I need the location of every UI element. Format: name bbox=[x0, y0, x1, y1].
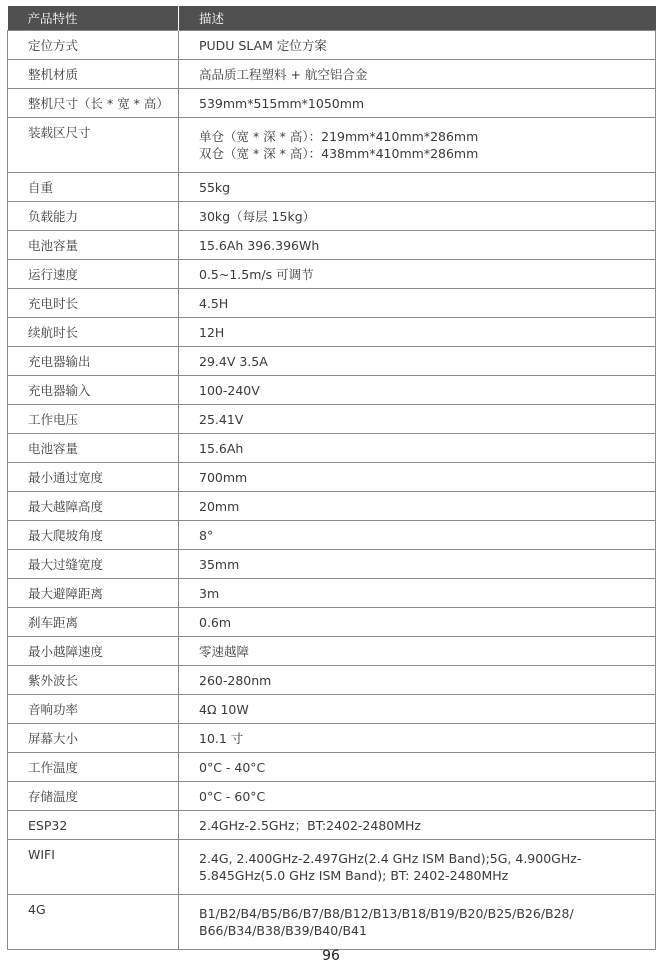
description-cell bbox=[179, 637, 656, 666]
description-line: 3m bbox=[199, 585, 220, 601]
feature-cell: ESP32 bbox=[8, 811, 179, 840]
description-cell bbox=[179, 31, 656, 60]
table-row bbox=[8, 666, 656, 695]
table-row bbox=[8, 89, 656, 118]
feature-cell: 整机材质 bbox=[8, 60, 179, 89]
description-line: 0°C - 40°C bbox=[199, 759, 266, 775]
feature-cell: 装载区尺寸 bbox=[8, 118, 179, 173]
description-cell bbox=[179, 666, 656, 695]
header-description: 描述 bbox=[179, 6, 656, 31]
feature-cell: WIFI bbox=[8, 840, 179, 895]
feature-cell: 电池容量 bbox=[8, 231, 179, 260]
description-cell bbox=[179, 724, 656, 753]
feature-cell: 续航时长 bbox=[8, 318, 179, 347]
description-cell bbox=[179, 463, 656, 492]
description-cell bbox=[179, 782, 656, 811]
feature-cell: 最大过缝宽度 bbox=[8, 550, 179, 579]
description-cell bbox=[179, 318, 656, 347]
description-line: 0°C - 60°C bbox=[199, 788, 266, 804]
description-cell bbox=[179, 118, 656, 173]
description-cell bbox=[179, 434, 656, 463]
feature-cell: 充电器输入 bbox=[8, 376, 179, 405]
feature-cell: 音响功率 bbox=[8, 695, 179, 724]
description-line: 0.6m bbox=[199, 614, 232, 630]
table-row bbox=[8, 434, 656, 463]
description-cell bbox=[179, 202, 656, 231]
feature-cell: 最大越障高度 bbox=[8, 492, 179, 521]
feature-cell: 刹车距离 bbox=[8, 608, 179, 637]
table-row bbox=[8, 405, 656, 434]
description-line: 260-280nm bbox=[199, 672, 272, 688]
feature-cell: 最大避障距离 bbox=[8, 579, 179, 608]
table-row bbox=[8, 695, 656, 724]
feature-cell: 定位方式 bbox=[8, 31, 179, 60]
feature-cell: 负载能力 bbox=[8, 202, 179, 231]
description-line: 高品质工程塑料 + 航空铝合金 bbox=[199, 66, 368, 82]
description-cell bbox=[179, 347, 656, 376]
table-row bbox=[8, 318, 656, 347]
description-line: 零速越障 bbox=[199, 643, 250, 659]
feature-cell: 工作电压 bbox=[8, 405, 179, 434]
description-cell bbox=[179, 608, 656, 637]
feature-cell: 最大爬坡角度 bbox=[8, 521, 179, 550]
description-cell bbox=[179, 376, 656, 405]
table-row bbox=[8, 202, 656, 231]
table-row bbox=[8, 782, 656, 811]
description-line: 2.4G, 2.400GHz-2.497GHz(2.4 GHz ISM Band);5G, 4.900GHz- bbox=[199, 851, 582, 866]
description-line: 30kg（每层 15kg） bbox=[199, 208, 316, 224]
description-line: 0.5~1.5m/s 可调节 bbox=[199, 266, 314, 282]
description-line: 29.4V 3.5A bbox=[199, 353, 268, 369]
description-cell bbox=[179, 753, 656, 782]
spec-table bbox=[7, 6, 656, 950]
description-line: 8° bbox=[199, 527, 214, 543]
table-row bbox=[8, 231, 656, 260]
table-row bbox=[8, 60, 656, 89]
description-line: 4.5H bbox=[199, 295, 229, 311]
table-row bbox=[8, 811, 656, 840]
feature-cell: 紫外波长 bbox=[8, 666, 179, 695]
feature-cell: 充电时长 bbox=[8, 289, 179, 318]
table-row bbox=[8, 724, 656, 753]
table-row bbox=[8, 521, 656, 550]
description-line: 55kg bbox=[199, 179, 231, 195]
description-cell bbox=[179, 579, 656, 608]
description-line: 5.845GHz(5.0 GHz ISM Band); BT: 2402-2480MHz bbox=[199, 868, 509, 883]
description-line: 双仓（宽 * 深 * 高）：438mm*410mm*286mm bbox=[199, 146, 479, 161]
description-line: PUDU SLAM 定位方案 bbox=[199, 37, 327, 53]
description-line: 100-240V bbox=[199, 382, 260, 398]
description-line: B1/B2/B4/B5/B6/B7/B8/B12/B13/B18/B19/B20/B25/B26/B28/ bbox=[199, 906, 574, 921]
feature-cell: 最小越障速度 bbox=[8, 637, 179, 666]
description-cell bbox=[179, 405, 656, 434]
description-line: 25.41V bbox=[199, 411, 244, 427]
description-cell bbox=[179, 492, 656, 521]
table-row bbox=[8, 579, 656, 608]
description-cell bbox=[179, 550, 656, 579]
description-cell bbox=[179, 260, 656, 289]
table-row bbox=[8, 260, 656, 289]
feature-cell: 工作温度 bbox=[8, 753, 179, 782]
description-cell bbox=[179, 695, 656, 724]
table-body bbox=[8, 31, 656, 950]
table-row bbox=[8, 118, 656, 173]
table-row bbox=[8, 376, 656, 405]
feature-cell: 充电器输出 bbox=[8, 347, 179, 376]
description-line: 10.1 寸 bbox=[199, 730, 244, 746]
table-row bbox=[8, 173, 656, 202]
table-header-row bbox=[8, 6, 656, 31]
table-row bbox=[8, 347, 656, 376]
description-line: 20mm bbox=[199, 498, 240, 514]
table-row bbox=[8, 753, 656, 782]
table-row bbox=[8, 895, 656, 950]
description-cell bbox=[179, 811, 656, 840]
page-number: 96 bbox=[322, 948, 340, 964]
description-line: 2.4GHz-2.5GHz；BT:2402-2480MHz bbox=[199, 817, 421, 833]
description-line: 12H bbox=[199, 324, 225, 340]
description-line: 35mm bbox=[199, 556, 240, 572]
description-cell bbox=[179, 173, 656, 202]
feature-cell: 运行速度 bbox=[8, 260, 179, 289]
description-line: 单仓（宽 * 深 * 高）：219mm*410mm*286mm bbox=[199, 129, 479, 144]
description-cell bbox=[179, 840, 656, 895]
description-line: 15.6Ah 396.396Wh bbox=[199, 237, 320, 253]
feature-cell: 电池容量 bbox=[8, 434, 179, 463]
table-row bbox=[8, 289, 656, 318]
description-line: B66/B34/B38/B39/B40/B41 bbox=[199, 923, 367, 938]
description-cell bbox=[179, 89, 656, 118]
description-line: 15.6Ah bbox=[199, 440, 244, 456]
table-row bbox=[8, 463, 656, 492]
table-row bbox=[8, 550, 656, 579]
feature-cell: 自重 bbox=[8, 173, 179, 202]
description-cell bbox=[179, 289, 656, 318]
table-row bbox=[8, 608, 656, 637]
table-row bbox=[8, 31, 656, 60]
description-line: 700mm bbox=[199, 469, 248, 485]
feature-cell: 整机尺寸（长 * 宽 * 高） bbox=[8, 89, 179, 118]
description-cell bbox=[179, 521, 656, 550]
table-row bbox=[8, 492, 656, 521]
description-cell bbox=[179, 895, 656, 950]
description-cell bbox=[179, 231, 656, 260]
feature-cell: 屏幕大小 bbox=[8, 724, 179, 753]
description-cell bbox=[179, 60, 656, 89]
header-feature: 产品特性 bbox=[8, 6, 179, 31]
description-line: 4Ω 10W bbox=[199, 701, 249, 717]
feature-cell: 存储温度 bbox=[8, 782, 179, 811]
table-row bbox=[8, 840, 656, 895]
table-row bbox=[8, 637, 656, 666]
feature-cell: 4G bbox=[8, 895, 179, 950]
feature-cell: 最小通过宽度 bbox=[8, 463, 179, 492]
description-line: 539mm*515mm*1050mm bbox=[199, 95, 365, 111]
